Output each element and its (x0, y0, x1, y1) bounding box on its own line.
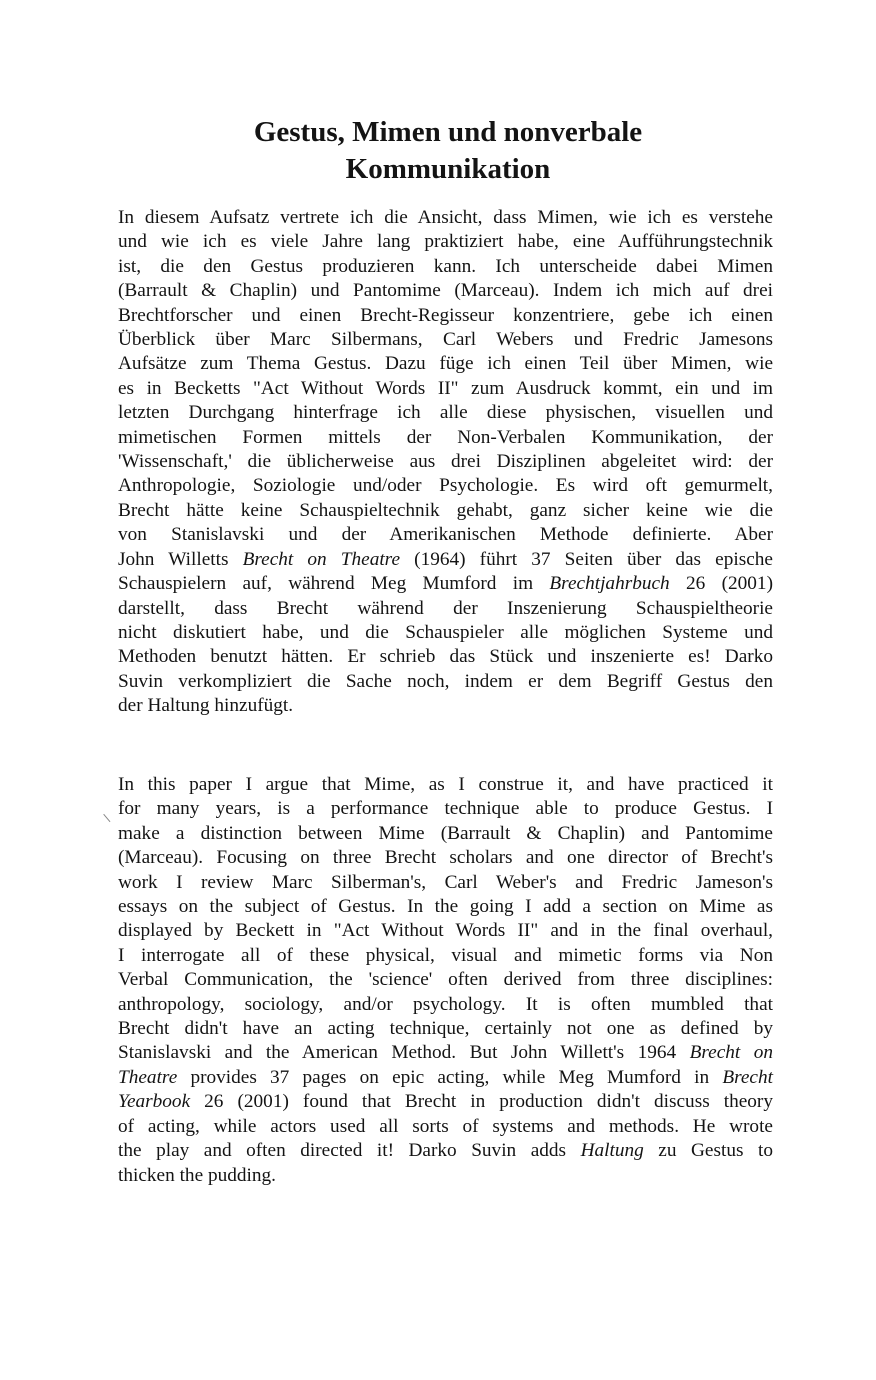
text-line: the play and often directed it! Darko Suvin adds Haltung zu Gestus to (118, 1140, 773, 1162)
margin-mark (103, 812, 112, 822)
book-title-italic: Theatre (118, 1066, 178, 1088)
text-line: Methoden benutzt hätten. Er schrieb das Stück und inszenierte es! Darko (118, 646, 773, 668)
text-line: displayed by Beckett in "Act Without Words II" and in the final overhaul, (118, 920, 773, 942)
text-line: make a distinction between Mime (Barrault & Chaplin) and Pantomime (118, 822, 773, 844)
text-line: (Marceau). Focusing on three Brecht scholars and one director of Brecht's (118, 847, 773, 869)
text-line: (Barrault & Chaplin) und Pantomime (Marceau). Indem ich mich auf drei (118, 280, 773, 302)
text-line: In diesem Aufsatz vertrete ich die Ansicht, dass Mimen, wie ich es verstehe (118, 207, 773, 228)
book-title-italic: Brechtjahrbuch (549, 573, 670, 595)
text-line: Schauspielern auf, während Meg Mumford im Brechtjahrbuch 26 (2001) (118, 573, 773, 595)
text-line: Anthropologie, Soziologie und/oder Psychologie. Es wird oft gemurmelt, (118, 475, 773, 497)
german-abstract (118, 206, 773, 719)
text-line: ist, die den Gestus produzieren kann. Ich unterscheide dabei Mimen (118, 255, 773, 277)
text-line: Überblick über Marc Silbermans, Carl Webers und Fredric Jamesons (118, 329, 773, 351)
text-line: letzten Durchgang hinterfrage ich alle diese physischen, visuellen und (118, 402, 773, 424)
text-line: In this paper I argue that Mime, as I construe it, and have practiced it (118, 774, 773, 795)
text-line: Stanislavski and the American Method. But John Willett's 1964 Brecht on (118, 1042, 773, 1064)
text-line: of acting, while actors used all sorts of systems and methods. He wrote (118, 1115, 773, 1137)
term-italic: Haltung (580, 1140, 644, 1162)
text-line: von Stanislavski und der Amerikanischen Methode definierte. Aber (118, 524, 773, 546)
text-line: essays on the subject of Gestus. In the going I add a section on Mime as (118, 896, 773, 918)
text-line: Brechtforscher und einen Brecht-Regisseur konzentriere, gebe ich einen (118, 304, 773, 326)
text-line: John Willetts Brecht on Theatre (1964) führt 37 Seiten über das epische (118, 548, 773, 570)
book-title-italic: Brecht on Theatre (242, 548, 401, 570)
text-line: Brecht hätte keine Schauspieltechnik gehabt, ganz sicher keine wie die (118, 499, 773, 521)
text-line: nicht diskutiert habe, und die Schauspieler alle möglichen Systeme und (118, 621, 773, 643)
text-line: anthropology, sociology, and/or psychology. It is often mumbled that (118, 993, 773, 1015)
text-line: work I review Marc Silberman's, Carl Weber's and Fredric Jameson's (118, 871, 773, 893)
text-line: Verbal Communication, the 'science' often derived from three disciplines: (118, 969, 773, 991)
text-line: thicken the pudding. (118, 1164, 276, 1186)
text-line: und wie ich es viele Jahre lang praktiziert habe, eine Aufführungstechnik (118, 231, 773, 253)
text-line: for many years, is a performance technique able to produce Gestus. I (118, 798, 773, 820)
text-line: 'Wissenschaft,' die üblicherweise aus drei Disziplinen abgeleitet wird: der (118, 451, 773, 473)
text-line: Brecht didn't have an acting technique, certainly not one as defined by (118, 1018, 773, 1040)
title-line-2: Kommunikation (345, 153, 551, 185)
title-line-1: Gestus, Mimen und nonverbale (253, 116, 643, 148)
text-line: der Haltung hinzufügt. (118, 695, 294, 717)
text-line: es in Becketts "Act Without Words II" zum Ausdruck kommt, ein und im (118, 377, 773, 399)
book-title-italic: Brecht (722, 1066, 773, 1088)
text-line: darstellt, dass Brecht während der Inszenierung Schauspieltheorie (118, 597, 773, 619)
text-line: I interrogate all of these physical, visual and mimetic forms via Non (118, 944, 773, 966)
text-line: Theatre provides 37 pages on epic acting, while Meg Mumford in Brecht (118, 1066, 773, 1088)
text-line: Aufsätze zum Thema Gestus. Dazu füge ich einen Teil über Mimen, wie (118, 353, 773, 375)
text-line: mimetischen Formen mittels der Non-Verbalen Kommunikation, der (118, 426, 773, 448)
text-line: Suvin verkompliziert die Sache noch, indem er dem Begriff Gestus den (118, 670, 773, 692)
book-title-italic: Brecht on (689, 1042, 773, 1064)
book-title-italic: Yearbook (118, 1091, 191, 1113)
page-title (118, 114, 778, 188)
english-abstract (118, 773, 773, 1188)
text-line: Yearbook 26 (2001) found that Brecht in production didn't discuss theory (118, 1091, 773, 1113)
